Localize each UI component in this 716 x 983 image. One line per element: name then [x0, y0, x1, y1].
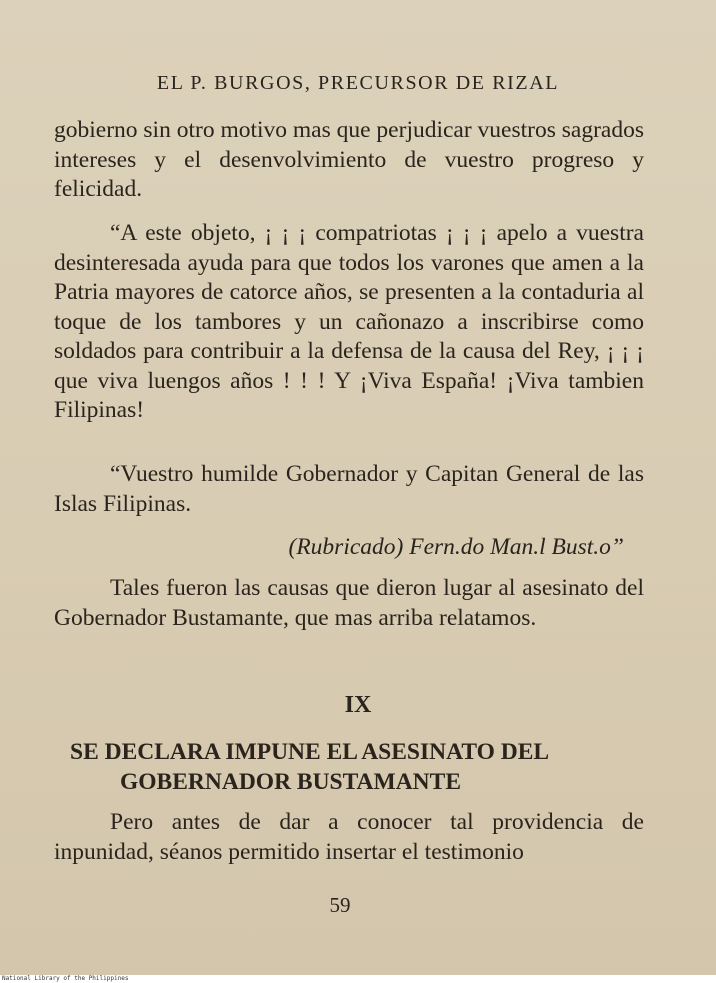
signature-line: (Rubricado) Fern.do Man.l Bust.o”	[288, 534, 624, 560]
paragraph-causes: Tales fueron las causas que dieron lugar al asesinato del Gobernador Bustamante, que mas arriba relatamos.	[54, 575, 644, 631]
page-number: 59	[329, 893, 351, 917]
chapter-number: IX	[344, 692, 372, 718]
footer-strip	[0, 975, 716, 983]
chapter-title-line-2: GOBERNADOR BUSTAMANTE	[120, 769, 462, 795]
running-header: EL P. BURGOS, PRECURSOR DE RIZAL	[156, 72, 560, 94]
chapter-title-line-1: SE DECLARA IMPUNE EL ASESINATO DEL	[70, 739, 550, 765]
paragraph-signoff: “Vuestro humilde Gobernador y Capitan General de las Islas Filipinas.	[54, 461, 644, 517]
paragraph-continuation: gobierno sin otro motivo mas que perjudicar vuestros sagrados intereses y el desenvolvimiento de vuestro progreso y felicidad.	[54, 117, 644, 202]
paragraph-chapter-start: Pero antes de dar a conocer tal providencia de inpunidad, séanos permitido insertar el testimonio	[54, 809, 644, 865]
chapter-title	[70, 737, 660, 797]
footer-credit: National Library of the Philippines	[2, 975, 129, 982]
paragraph-proclamation: “A este objeto, ¡ ¡ ¡ compatriotas ¡ ¡ ¡ apelo a vuestra desinteresada ayuda para que todos los varones que amen a la Patria mayores de catorce años, se presenten a la contaduria al toque de los tambores y un cañonazo a inscribirse como soldados para contribuir a la defensa de la causa del Rey, ¡ ¡ ¡ que viva luengos años ! ! ! Y ¡Viva España! ¡Viva tambien Filipinas!	[54, 220, 644, 423]
